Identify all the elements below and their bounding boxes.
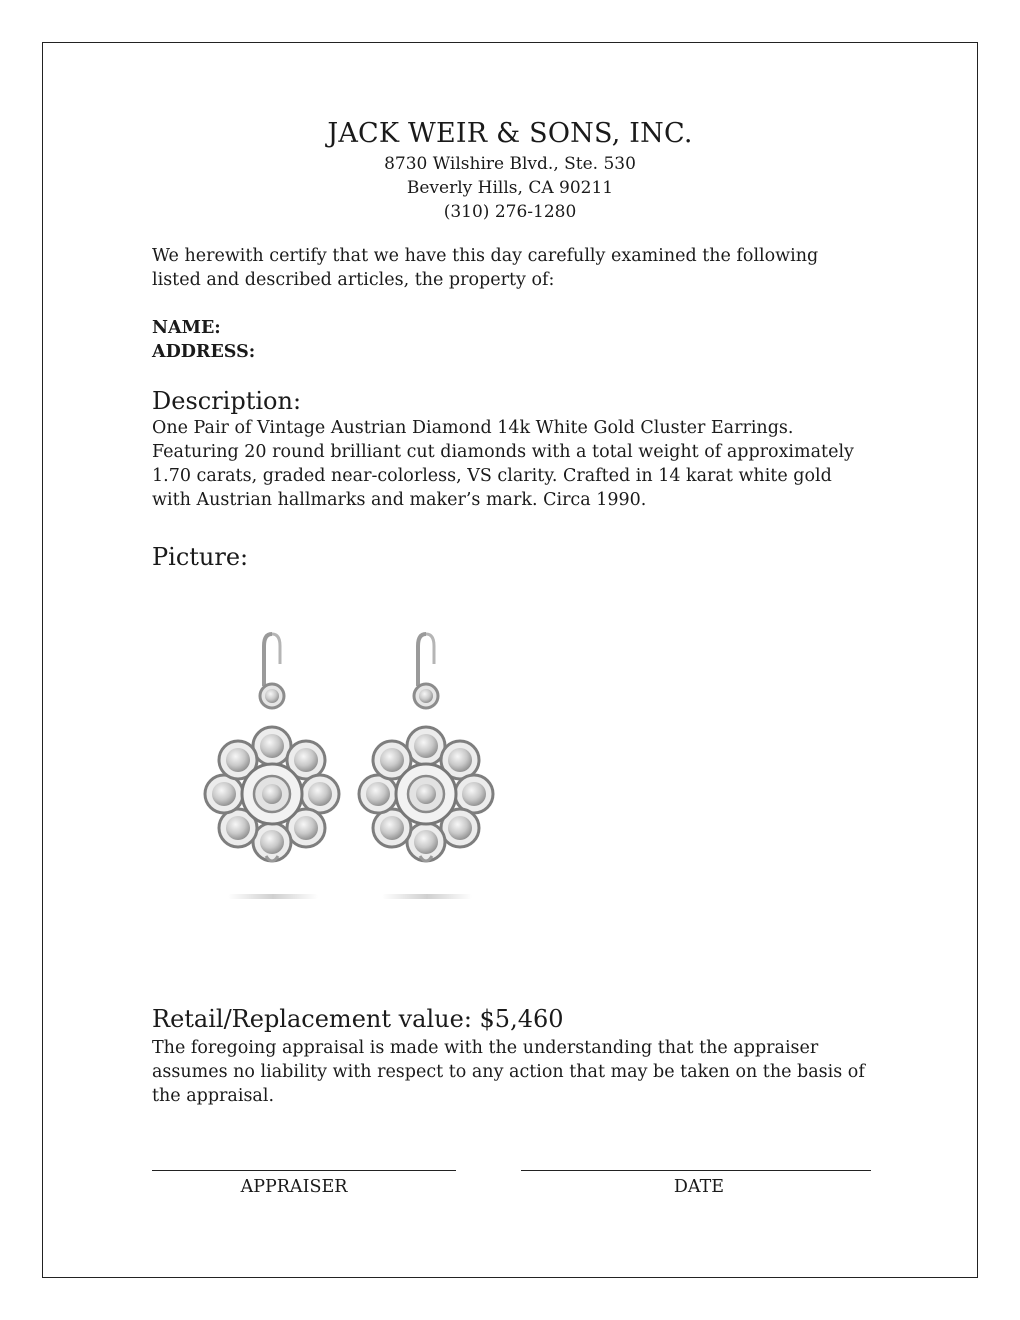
- company-name: JACK WEIR & SONS, INC.: [327, 118, 693, 149]
- description-body: One Pair of Vintage Austrian Diamond 14k White Gold Cluster Earrings. Featuring 20 round brilliant cut diamonds with a total weight of approximately 1.70 carats, graded near-colorless, VS clarity. Crafted in 14 karat white gold with Austrian hallmarks and maker’s mark. Circa 1990.: [152, 418, 854, 510]
- city-address: Beverly Hills, CA 90211: [406, 178, 614, 198]
- date-label: DATE: [673, 1177, 725, 1197]
- letterhead: [0, 116, 1020, 224]
- street-address: 8730 Wilshire Blvd., Ste. 530: [384, 154, 636, 174]
- picture-heading: Picture:: [152, 543, 249, 571]
- certification-statement: We herewith certify that we have this day carefully examined the following listed and described articles, the property of:: [152, 246, 819, 290]
- phone-number: (310) 276-1280: [443, 202, 577, 222]
- name-label: NAME:: [152, 318, 221, 338]
- date-signature-line: [521, 1170, 871, 1171]
- address-label: ADDRESS:: [152, 342, 256, 362]
- earrings-photo: [200, 628, 500, 908]
- liability-disclaimer: The foregoing appraisal is made with the understanding that the appraiser assumes no liability with respect to any action that may be taken on the basis of the appraisal.: [152, 1038, 865, 1106]
- description-heading: Description:: [152, 387, 302, 415]
- appraiser-label: APPRAISER: [240, 1177, 348, 1197]
- replacement-value: Retail/Replacement value: $5,460: [152, 1005, 564, 1033]
- appraiser-signature-line: [152, 1170, 456, 1171]
